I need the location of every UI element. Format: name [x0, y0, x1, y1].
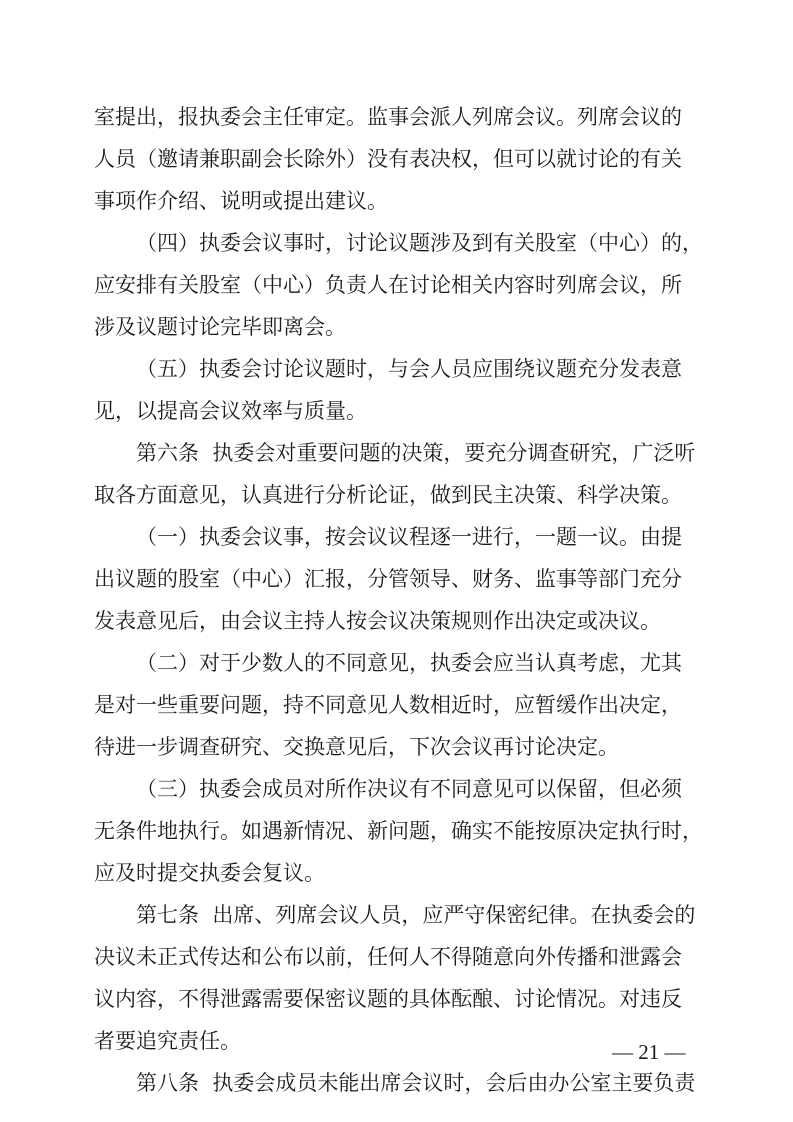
text-line: 应及时提交执委会复议。 [94, 861, 325, 885]
text-line: 第六条 执委会对重要问题的决策，要充分调查研究，广泛听 [136, 441, 696, 465]
text-line: 取各方面意见，认真进行分析论证，做到民主决策、科学决策。 [94, 483, 682, 507]
text-line: 发表意见后，由会议主持人按会议决策规则作出决定或决议。 [94, 609, 661, 633]
text-line: （五）执委会讨论议题时，与会人员应围绕议题充分发表意 [136, 357, 682, 381]
text-line: （二）对于少数人的不同意见，执委会应当认真考虑，尤其 [136, 651, 682, 675]
text-line: 待进一步调查研究、交换意见后，下次会议再讨论决定。 [94, 735, 619, 759]
text-line: 应安排有关股室（中心）负责人在讨论相关内容时列席会议，所 [94, 273, 682, 297]
text-line: 出议题的股室（中心）汇报，分管领导、财务、监事等部门充分 [94, 567, 682, 591]
text-line: 者要追究责任。 [94, 1029, 241, 1053]
text-line: 议内容，不得泄露需要保密议题的具体酝酿、讨论情况。对违反 [94, 987, 682, 1011]
text-line: 室提出，报执委会主任审定。监事会派人列席会议。列席会议的 [94, 105, 682, 129]
text-line: （三）执委会成员对所作决议有不同意见可以保留，但必须 [136, 777, 682, 801]
text-line: 涉及议题讨论完毕即离会。 [94, 315, 346, 339]
text-line: 第七条 出席、列席会议人员，应严守保密纪律。在执委会的 [136, 903, 696, 927]
text-line: （四）执委会议事时，讨论议题涉及到有关股室（中心）的， [136, 231, 703, 255]
text-line: 见，以提高会议效率与质量。 [94, 399, 367, 423]
text-line: 人员（邀请兼职副会长除外）没有表决权，但可以就讨论的有关 [94, 147, 682, 171]
text-line: （一）执委会议事，按会议议程逐一进行，一题一议。由提 [136, 525, 682, 549]
text-line: 无条件地执行。如遇新情况、新问题，确实不能按原决定执行时， [94, 819, 703, 843]
text-line: 第八条 执委会成员未能出席会议时，会后由办公室主要负责 [136, 1071, 696, 1095]
page-number: — 21 — [612, 1040, 686, 1064]
text-line: 事项作介绍、说明或提出建议。 [94, 189, 388, 213]
text-line: 决议未正式传达和公布以前，任何人不得随意向外传播和泄露会 [94, 945, 682, 969]
text-line: 是对一些重要问题，持不同意见人数相近时，应暂缓作出决定， [94, 693, 682, 717]
